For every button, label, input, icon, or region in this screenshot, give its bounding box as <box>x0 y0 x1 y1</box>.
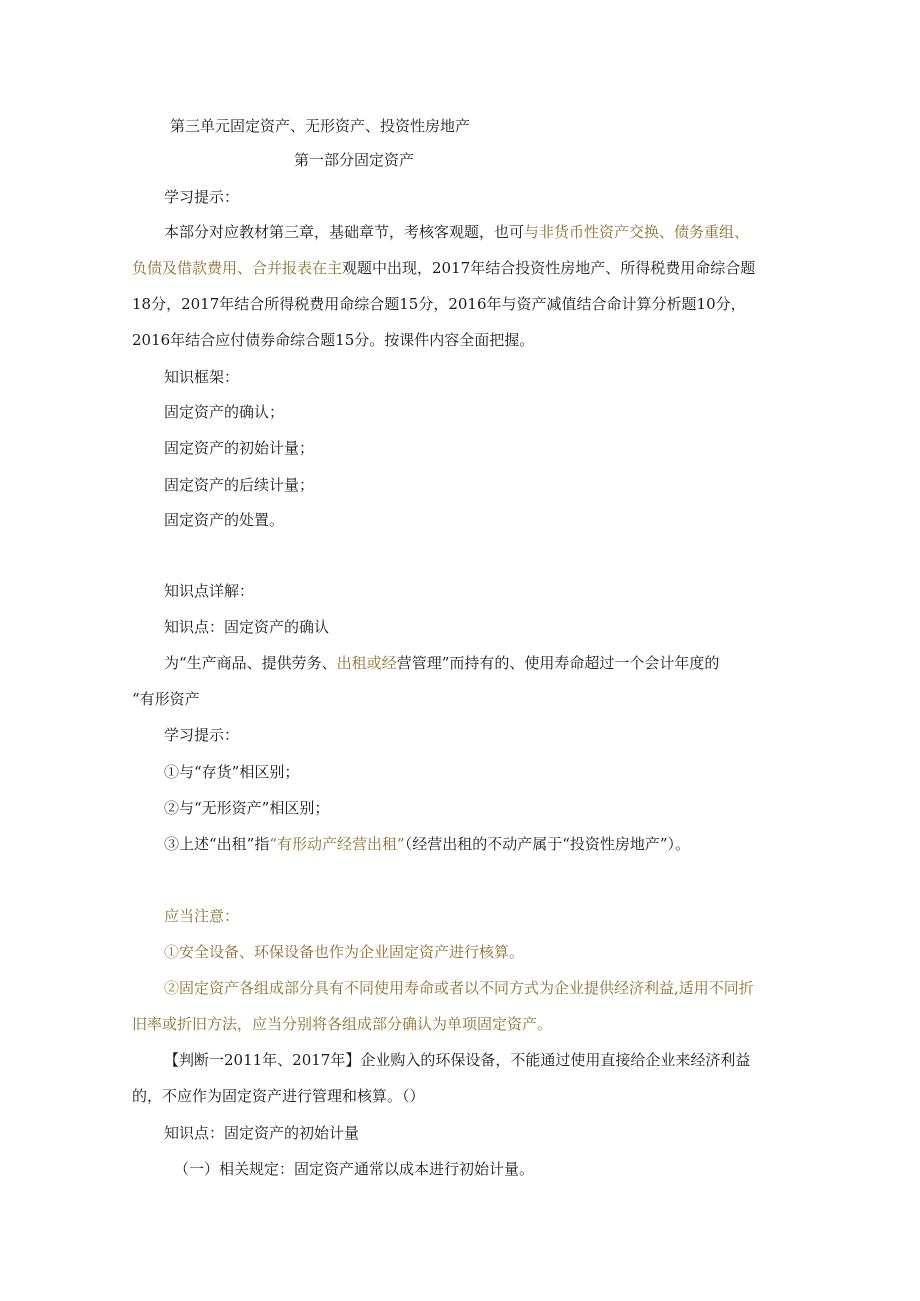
tip-item: ②与“无形资产”相区别； <box>164 799 330 817</box>
framework-item: 固定资产的确认； <box>164 403 285 421</box>
note-item: ①安全设备、环保设备也作为企业固定资产进行核算。 <box>164 943 525 961</box>
tip-item: ③上述“出租”指“有形动产经营出租”（经营出租的不动产属于“投资性房地产”）。 <box>164 835 691 853</box>
knowledge-point-title: 知识点：固定资产的初始计量 <box>164 1124 360 1142</box>
study-tip-heading: 学习提示： <box>164 188 240 206</box>
study-tip-heading: 学习提示： <box>164 726 240 744</box>
definition-line-1: 为“生产商品、提供劳务、出租或经营管理”而持有的、使用寿命超过一个会计年度的 <box>164 654 720 672</box>
judgment-question-continuation: 的，不应作为固定资产进行管理和核算。（） <box>132 1087 425 1105</box>
framework-heading: 知识框架： <box>164 368 240 386</box>
intro-line-3: 18分，2017年结合所得税费用命综合题15分，2016年与资产减值结合命计算分析题10分， <box>132 295 746 313</box>
note-item: ②固定资产各组成部分具有不同使用寿命或者以不同方式为企业提供经济利益,适用不同折 <box>164 979 754 997</box>
judgment-question: 【判断一2011年、2017年】企业购入的环保设备，不能通过使用直接给企业来经济利益 <box>164 1051 751 1069</box>
knowledge-point-title: 知识点：固定资产的确认 <box>164 618 330 636</box>
intro-line-4: 2016年结合应付债券命综合题15分。按课件内容全面把握。 <box>132 331 535 349</box>
note-item-continuation: 旧率或折旧方法，应当分别将各组成部分确认为单项固定资产。 <box>132 1015 553 1033</box>
intro-line-2: 负债及借款费用、合并报表在主观题中出现，2017年结合投资性房地产、所得税费用命综合题 <box>132 259 756 277</box>
unit-title: 第三单元固定资产、无形资产、投资性房地产 <box>170 117 471 135</box>
framework-item: 固定资产的后续计量； <box>164 476 315 494</box>
part-title: 第一部分固定资产 <box>294 151 415 169</box>
definition-line-2: “有形资产 <box>132 690 200 708</box>
tip-item: ①与“存货”相区别； <box>164 763 300 781</box>
intro-line-1: 本部分对应教材第三章，基础章节，考核客观题，也可与非货币性资产交换、债务重组、 <box>164 223 750 241</box>
notes-heading: 应当注意： <box>164 907 240 925</box>
rule-text: （一）相关规定：固定资产通常以成本进行初始计量。 <box>174 1160 535 1178</box>
framework-item: 固定资产的初始计量； <box>164 439 315 457</box>
framework-item: 固定资产的处置。 <box>164 511 285 529</box>
detail-heading: 知识点详解： <box>164 582 255 600</box>
